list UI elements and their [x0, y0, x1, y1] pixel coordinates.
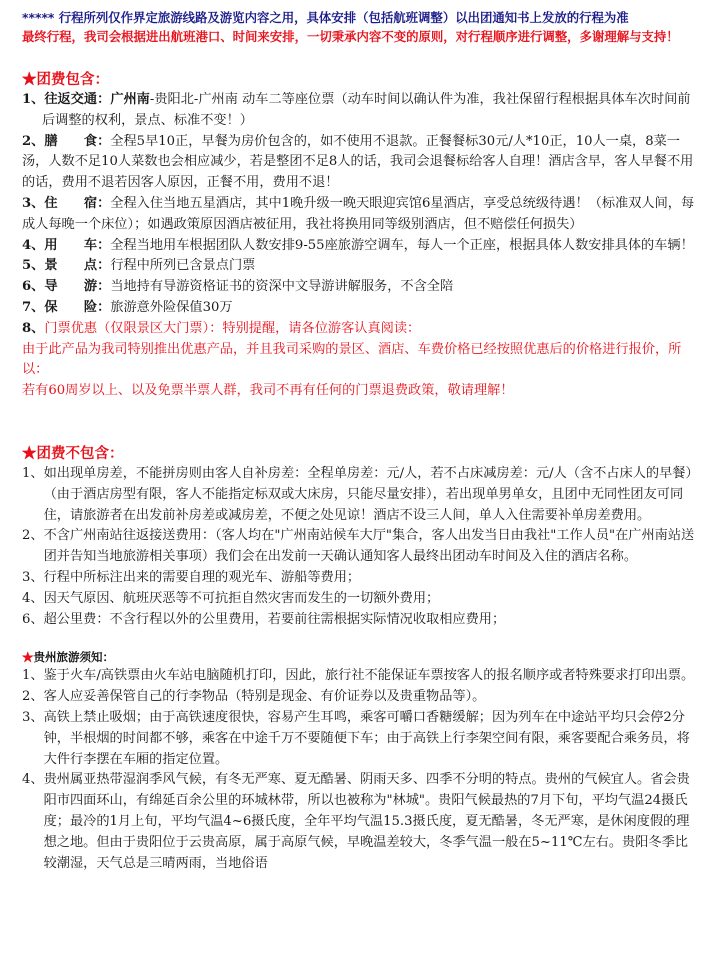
- included-item-5: [22, 256, 698, 277]
- included-item-7: [22, 298, 698, 319]
- item-text: 全程5早10正，早餐为房价包含的，如不使用不退款。正餐餐标30元/人*10正，10人一桌，8菜一汤，人数不足10人菜数也会相应减少，若是整团不足8人的话，我司会退餐标给客人自理！酒店含早，客人早餐不用的话，费用不退若因客人原因，正餐不用，费用不退！: [22, 133, 694, 191]
- item-label: 住 宿：: [44, 195, 111, 211]
- item-number: 1、: [22, 465, 44, 481]
- item-number: 3、: [22, 569, 44, 585]
- item-number: 4、: [22, 237, 45, 253]
- included-heading: ★团费包含：: [22, 71, 109, 88]
- guizhou-item-1: [22, 666, 698, 687]
- excluded-item-3: [22, 568, 698, 589]
- item-text: 如出现单房差，不能拼房则由客人自补房差：全程单房差：元/人，若不占床减房差：元/人（含不占床人的早餐）（由于酒店房型有限，客人不能指定标双或大床房，只能尽量安排），若出现单男单女，且团中无同性团友可同住，请旅游者在出发前补房差或减房差，不便之处见谅！酒店不设三人间，单人入住需要补单房差费用。: [43, 465, 693, 523]
- item-text: 因天气原因、航班厌恶等不可抗拒自然灾害而发生的一切额外费用；: [43, 590, 440, 606]
- item-number: 3、: [22, 195, 45, 211]
- item-label: 景 点：: [44, 258, 111, 274]
- guizhou-item-2: [22, 687, 698, 708]
- included-item-2: [22, 132, 698, 194]
- included-item-1: [22, 90, 698, 132]
- excluded-item-2: [22, 526, 698, 568]
- item-label: 往返交通：: [44, 92, 111, 107]
- guizhou-heading: [22, 648, 698, 666]
- guizhou-item-4: [22, 770, 698, 874]
- notice-line-2: 最终行程，我司会根据进出航班港口、时间来安排，一切秉承内容不变的原则，对行程顺序进行调整，多谢理解与支持！: [22, 29, 679, 44]
- item-text: 全程入住当地五星酒店，其中1晚升级一晚天眼迎宾馆6星酒店，享受总统级待遇！（标准双人间，每成人每晚一个床位）；如遇政策原因酒店被征用，我社将换用同等级别酒店，但不赔偿任何损失）: [22, 195, 695, 232]
- itinerary-notice: [22, 8, 698, 46]
- guizhou-item-3: [22, 708, 698, 770]
- included-item-8: [22, 319, 698, 340]
- included-item-3: [22, 194, 698, 236]
- item-number: 4、: [22, 772, 44, 788]
- item-text: 行程中所标注出来的需要自理的观光车、游船等费用；: [43, 569, 361, 585]
- item-text: -贵阳北-广州南 动车二等座位票（动车时间以确认件为准，我社保留行程根据具体车次时间前后调整的权利，景点、标准不变！）: [42, 92, 691, 128]
- item-number: 6、: [22, 279, 45, 295]
- item-number: 1、: [22, 668, 44, 684]
- item-text: 客人应妥善保管自己的行李物品（特别是现金、有价证券以及贵重物品等）。: [43, 689, 486, 705]
- item-text: 全程当地用车根据团队人数安排9-55座旅游空调车，每人一个正座，根据具体人数安排具体的车辆！: [110, 237, 694, 253]
- item-number: 8、: [22, 320, 45, 336]
- item-text: 高铁上禁止吸烟；由于高铁速度很快，容易产生耳鸣，乘客可嚼口香糖缓解；因为列车在中途站平均只会停2分钟，半根烟的时间都不够，乘客在中途千万不要随便下车；由于高铁上行李架空间有限，乘客要配合乘务员，将大件行李摆在车厢的指定位置。: [43, 709, 690, 767]
- excluded-item-1: [22, 464, 698, 526]
- item-number: 2、: [22, 528, 44, 544]
- item-text: 贵州属亚热带湿润季风气候，有冬无严寒、夏无酷暑、阴雨天多、四季不分明的特点。贵州的气候宜人。省会贵阳市四面环山，有绵延百余公里的环城林带，所以也被称为"林城"。贵阳气候最热的7月下旬，平均气温24摄氏度；最冷的1月上旬，平均气温4~6摄氏度，全年平均气温15.3摄氏度，夏无酷暑，冬无严寒，是休闲度假的理想之地。但由于贵阳位于云贵高原，属于高原气候，早晚温差较大，冬季气温一般在5~11℃左右。贵阳冬季比较潮湿，天气总是三晴两雨，当地俗语: [43, 772, 690, 871]
- item-number: 6、: [22, 611, 44, 627]
- item-number: 5、: [22, 258, 45, 274]
- included-item-6: [22, 277, 698, 298]
- guizhou-notes-section: [22, 648, 698, 874]
- item-label: 保 险：: [44, 299, 111, 315]
- item-number: 3、: [22, 709, 44, 725]
- item-text: 行程中所列已含景点门票: [110, 258, 256, 274]
- excluded-item-6: [22, 610, 698, 631]
- excluded-item-4: [22, 589, 698, 610]
- item-label: 导 游：: [44, 279, 111, 295]
- item-number: 2、: [22, 133, 45, 149]
- item-number: 7、: [22, 299, 45, 315]
- item-number: 1、: [22, 92, 45, 107]
- item-number: 4、: [22, 590, 44, 606]
- notice-line-1: ***** 行程所列仅作界定旅游线路及游览内容之用，具体安排（包括航班调整）以出团通知书上发放的行程为准: [22, 10, 629, 25]
- item-text: 不含广州南站往返接送费用：（客人均在"广州南站候车大厅"集合，客人出发当日由我社"工作人员"在广州南站送团并告知当地旅游相关事项）我们会在出发前一天确认通知客人最终出团动车时间及入住的酒店名称。: [43, 528, 695, 565]
- route-origin: 广州南: [110, 92, 150, 107]
- guizhou-heading-text: 贵州旅游须知：: [33, 650, 114, 665]
- ticket-discount-note: 由于此产品为我司特别推出优惠产品，并且我司采购的景区、酒店、车费价格已经按照优惠后的价格进行报价，所以：: [22, 341, 682, 378]
- included-item-4: [22, 236, 698, 257]
- ticket-refund-policy: 若有60周岁以上、以及免票半票人群，我司不再有任何的门票退费政策，敬请理解！: [22, 383, 514, 399]
- excluded-heading: ★团费不包含：: [22, 444, 124, 462]
- item-label: 用 车：: [44, 237, 111, 253]
- ticket-discount-title: 门票优惠（仅限景区大门票）：特别提醒，请各位游客认真阅读：: [44, 320, 421, 336]
- excluded-section: [22, 444, 698, 630]
- item-text: 超公里费：不含行程以外的公里费用，若要前往需根据实际情况收取相应费用；: [43, 611, 506, 627]
- item-label: 膳 食：: [44, 133, 111, 149]
- item-number: 2、: [22, 689, 44, 705]
- star-icon: ★: [22, 650, 34, 665]
- item-text: 当地持有导游资格证书的资深中文导游讲解服务，不含全陪: [110, 279, 454, 295]
- item-text: 旅游意外险保值30万: [110, 299, 233, 315]
- item-text: 鉴于火车/高铁票由火车站电脑随机打印，因此，旅行社不能保证车票按客人的报名顺序或者特殊要求打印出票。: [43, 668, 695, 684]
- included-section: [22, 70, 698, 402]
